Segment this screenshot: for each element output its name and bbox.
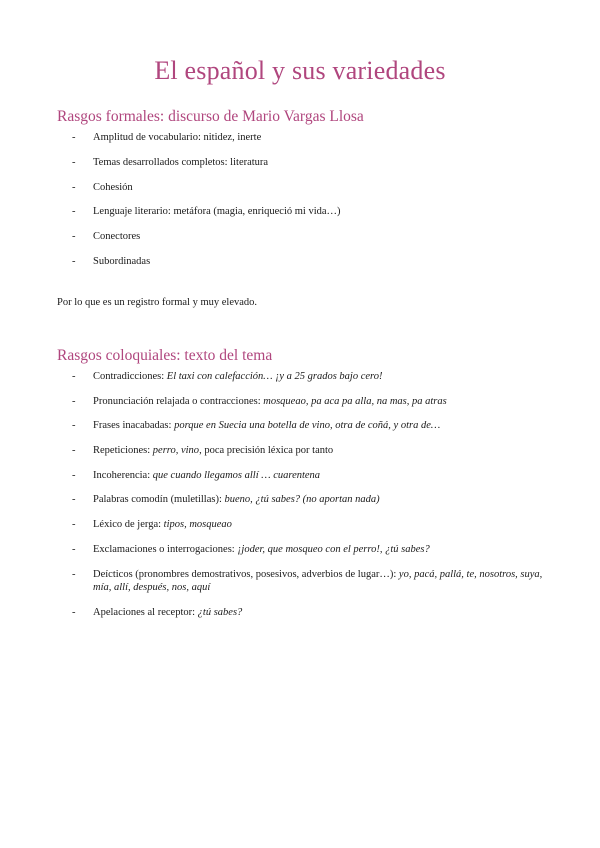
list-dash: - <box>72 395 76 407</box>
list-item <box>72 370 552 384</box>
item-text: Subordinadas <box>93 255 151 267</box>
item-example: mosqueao, pa aca pa alla, na mas, pa atras <box>263 395 447 407</box>
item-example: tipos, mosqueao <box>163 519 232 531</box>
list-dash: - <box>72 206 76 218</box>
list-item <box>72 543 552 557</box>
list-dash: - <box>72 606 76 618</box>
item-label: Exclamaciones o interrogaciones: <box>93 543 238 555</box>
list-item <box>72 444 552 458</box>
list-dash: - <box>72 494 76 506</box>
list-dash: - <box>72 445 76 457</box>
list-item <box>72 131 552 145</box>
list-dash: - <box>72 519 76 531</box>
item-label: Léxico de jerga: <box>93 519 164 531</box>
item-label: Repeticiones: <box>93 445 153 457</box>
list-item <box>72 395 552 409</box>
item-example: El taxi con calefacción… ¡y a 25 grados bajo cero! <box>166 371 383 382</box>
item-text: Temas desarrollados completos: literatura <box>93 156 269 168</box>
list-item <box>72 518 552 532</box>
list-item <box>72 181 552 195</box>
item-text: Conectores <box>93 231 141 243</box>
list-item <box>72 255 552 269</box>
list-item <box>72 493 552 507</box>
item-suffix: , poca precisión léxica por tanto <box>199 445 334 457</box>
item-example: que cuando llegamos allí … cuarentena <box>152 469 321 481</box>
item-example: yo, pacá, pallá, te, nosotros, suya, mía, allí, después, nos, aquí <box>93 568 543 593</box>
item-example: ¡joder, que mosqueo con el perro!, ¿tú sabes? <box>237 543 430 555</box>
list-item <box>72 419 552 433</box>
item-text: Lenguaje literario: metáfora (magia, enriqueció mi vida…) <box>93 206 341 218</box>
list-dash: - <box>72 132 76 143</box>
item-label: Apelaciones al receptor: <box>93 606 198 618</box>
item-example: bueno, ¿tú sabes? (no aportan nada) <box>224 494 380 506</box>
list-item <box>72 230 552 244</box>
list-item <box>72 469 552 483</box>
item-text: Amplitud de vocabulario: nitidez, inerte <box>93 132 262 143</box>
item-label: Deícticos (pronombres demostrativos, posesivos, adverbios de lugar…): <box>93 568 399 580</box>
formal-features-list <box>72 131 552 280</box>
item-label: Incoherencia: <box>93 469 153 481</box>
item-text: Cohesión <box>93 181 133 193</box>
list-dash: - <box>72 420 76 432</box>
section-heading-formal: Rasgos formales: discurso de Mario Vargas Llosa <box>57 108 364 125</box>
list-dash: - <box>72 255 76 267</box>
list-dash: - <box>72 469 76 481</box>
list-dash: - <box>72 181 76 193</box>
list-dash: - <box>72 231 76 243</box>
list-item <box>72 568 552 595</box>
document-title: El español y sus variedades <box>154 56 446 85</box>
list-dash: - <box>72 568 76 580</box>
item-label: Frases inacabadas: <box>93 420 175 432</box>
item-example: ¿tú sabes? <box>197 606 243 618</box>
list-dash: - <box>72 371 76 382</box>
item-label: Palabras comodín (muletillas): <box>93 494 225 506</box>
list-dash: - <box>72 543 76 555</box>
list-item <box>72 156 552 170</box>
item-label: Contradicciones: <box>93 371 167 382</box>
list-dash: - <box>72 156 76 168</box>
section-heading-coloquial: Rasgos coloquiales: texto del tema <box>57 347 273 364</box>
item-label: Pronunciación relajada o contracciones: <box>93 395 264 407</box>
item-example: porque en Suecia una botella de vino, otra de coñá, y otra de… <box>174 420 441 432</box>
list-item <box>72 606 552 620</box>
coloquial-features-list <box>72 370 552 630</box>
list-item <box>72 205 552 219</box>
item-example: perro, vino <box>152 445 200 457</box>
formal-conclusion: Por lo que es un registro formal y muy elevado. <box>57 297 258 308</box>
